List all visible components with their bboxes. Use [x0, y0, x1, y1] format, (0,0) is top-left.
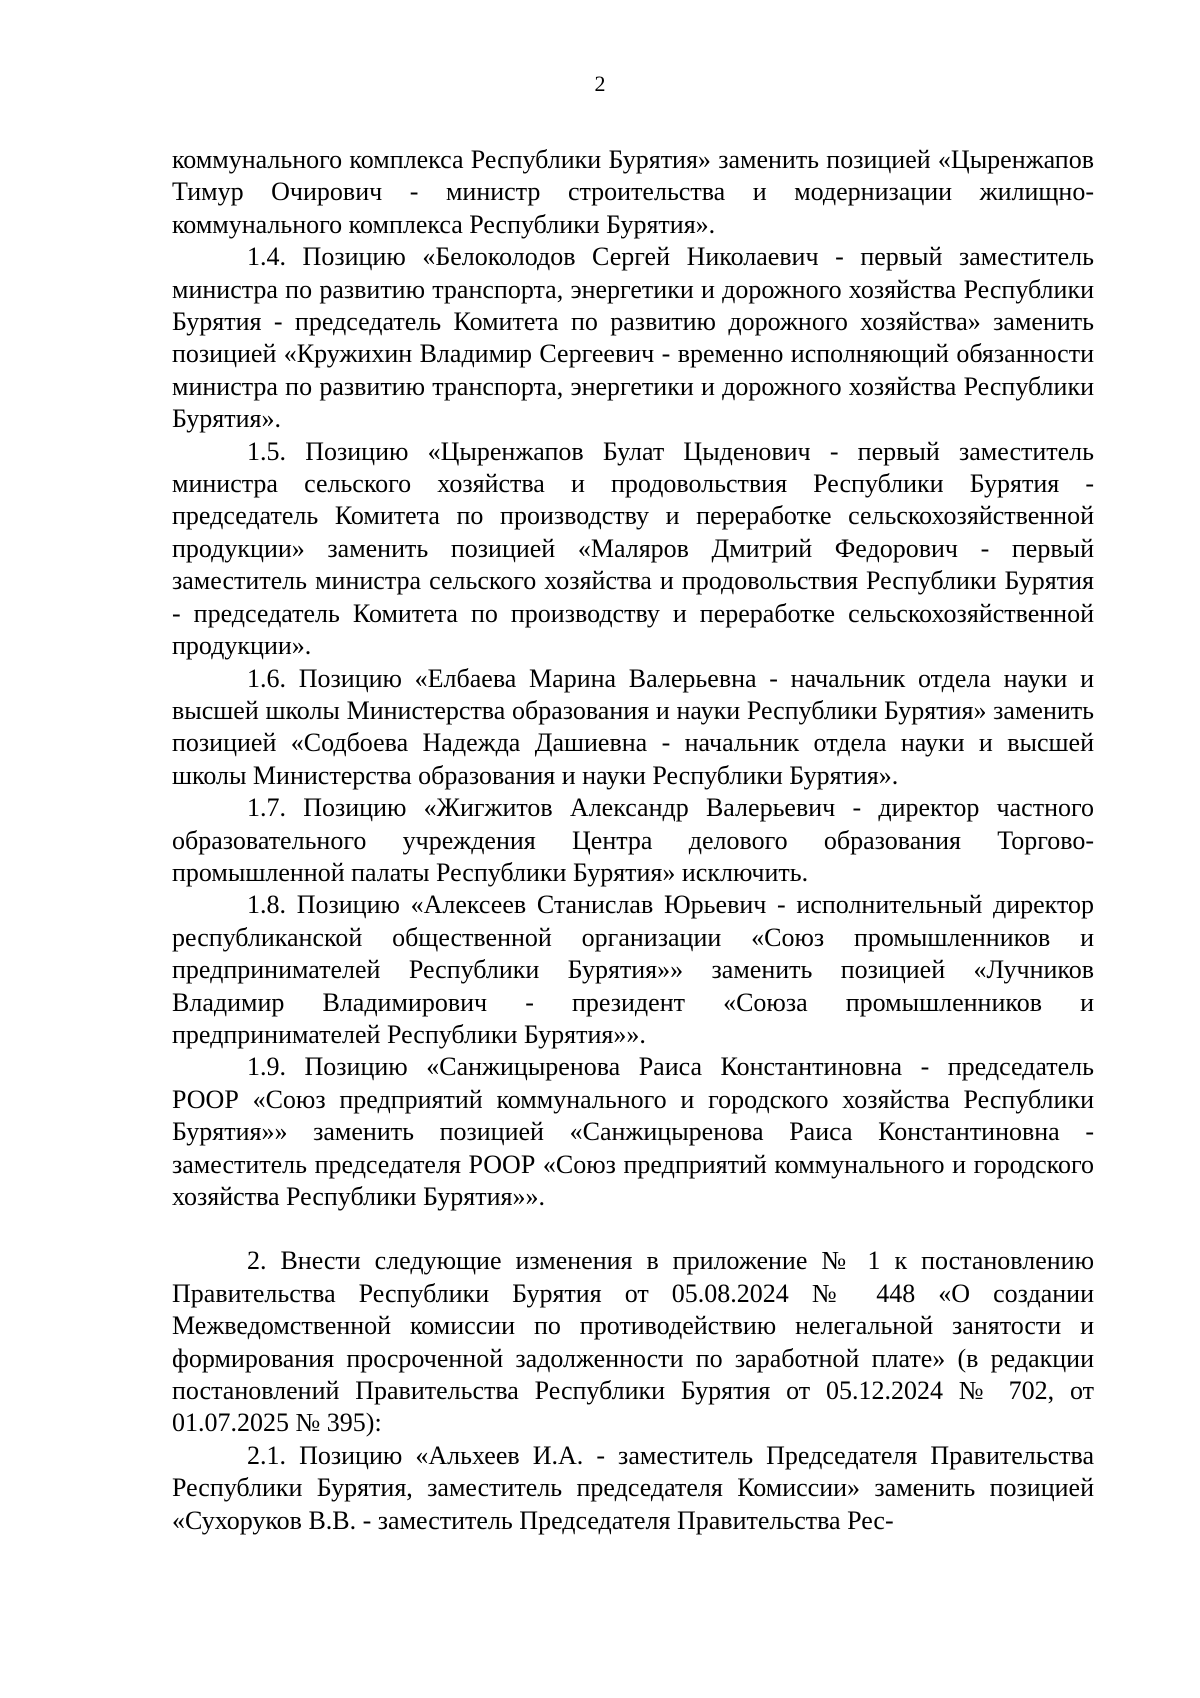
paragraph-item-2-1: 2.1. Позицию «Альхеев И.А. - заместитель Председателя Правительства Республики Бурятия, заместитель председателя Комиссии» заменить позицией «Сухоруков В.В. - заместитель Председателя Правительства Рес- — [172, 1440, 1094, 1535]
paragraph-continuation: коммунального комплекса Республики Бурятия» заменить позицией «Цыренжапов Тимур Очирович - министр строительства и модернизации жилищно-коммунального комплекса Республики Бурятия». — [172, 145, 1094, 239]
paragraph-item-1-8: 1.8. Позицию «Алексеев Станислав Юрьевич - исполнительный директор республиканской общественной организации «Союз промышленников и предпринимателей Республики Бурятия»» заменить позицией «Лучников Владимир Владимирович - президент «Союза промышленников и предпринимателей Республики Бурятия»». — [172, 890, 1094, 1049]
paragraph-item-1-4: 1.4. Позицию «Белоколодов Сергей Николаевич - первый заместитель министра по развитию транспорта, энергетики и дорожного хозяйства Республики Бурятия - председатель Комитета по развитию дорожного хозяйства» заменить позицией «Кружихин Владимир Сергеевич - временно исполняющий обязанности министра по развитию транспорта, энергетики и дорожного хозяйства Республики Бурятия». — [172, 242, 1094, 434]
paragraph-item-1-5: 1.5. Позицию «Цыренжапов Булат Цыденович - первый заместитель министра сельского хозяйства и продовольствия Республики Бурятия - председатель Комитета по производству и переработке сельскохозяйственной продукции» заменить позицией «Маляров Дмитрий Федорович - первый заместитель министра сельского хозяйства и продовольствия Республики Бурятия - председатель Комитета по производству и переработке сельскохозяйственной продукции». — [172, 436, 1094, 661]
paragraph-item-2: 2. Внести следующие изменения в приложение № 1 к постановлению Правительства Республики Бурятия от 05.08.2024 № 448 «О создании Межведомственной комиссии по противодействию нелегальной занятости и формирования просроченной задолженности по заработной плате» (в редакции постановлений Правительства Республики Бурятия от 05.12.2024 № 702, от 01.07.2025 № 395): — [172, 1246, 1094, 1438]
document-body — [172, 144, 1094, 1537]
paragraph-item-1-9: 1.9. Позицию «Санжицыренова Раиса Константиновна - председатель РООР «Союз предприятий коммунального и городского хозяйства Республики Бурятия»» заменить позицией «Санжицыренова Раиса Константиновна - заместитель председателя РООР «Союз предприятий коммунального и городского хозяйства Республики Бурятия»». — [172, 1052, 1094, 1211]
paragraph-item-1-7: 1.7. Позицию «Жигжитов Александр Валерьевич - директор частного образовательного учреждения Центра делового образования Торгово-промышленной палаты Республики Бурятия» исключить. — [172, 793, 1094, 887]
page-number: 2 — [594, 71, 606, 96]
paragraph-item-1-6: 1.6. Позицию «Елбаева Марина Валерьевна - начальник отдела науки и высшей школы Министерства образования и науки Республики Бурятия» заменить позицией «Содбоева Надежда Дашиевна - начальник отдела науки и высшей школы Министерства образования и науки Республики Бурятия». — [172, 663, 1094, 790]
